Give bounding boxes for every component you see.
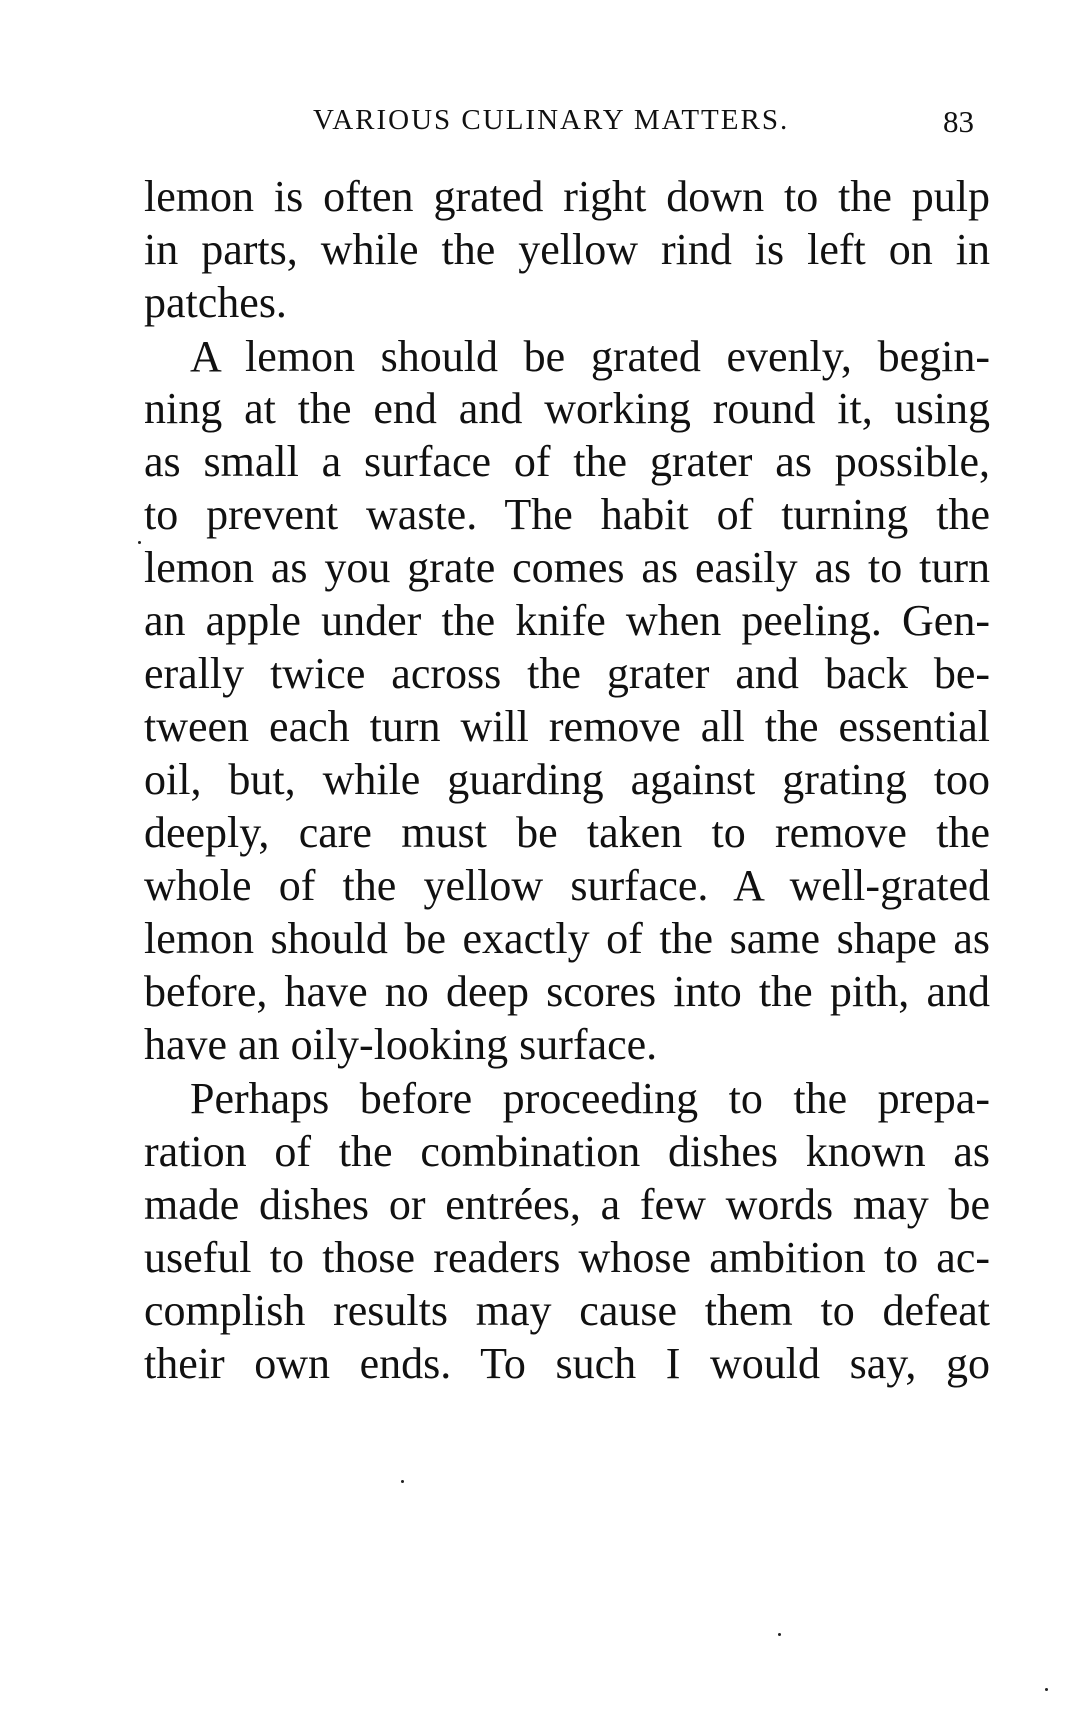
text-line: useful to those readers whose ambition to ac-	[144, 1233, 990, 1282]
text-line: before, have no deep scores into the pith, and	[144, 967, 990, 1016]
text-line: erally twice across the grater and back be-	[144, 649, 990, 698]
text-line: have an oily-looking surface.	[144, 1020, 658, 1069]
running-head-title: VARIOUS CULINARY MATTERS.	[313, 104, 790, 136]
text-line: oil, but, while guarding against grating too	[144, 755, 990, 804]
ink-speck	[778, 1633, 781, 1636]
text-line: complish results may cause them to defeat	[144, 1286, 990, 1335]
text-line: deeply, care must be taken to remove the	[144, 808, 990, 857]
paragraph-first-line: Perhaps before proceeding to the prepa-	[190, 1074, 990, 1123]
text-line: tween each turn will remove all the essential	[144, 702, 990, 751]
text-line: patches.	[144, 278, 287, 327]
text-line: to prevent waste. The habit of turning the	[144, 490, 990, 539]
text-line: their own ends. To such I would say, go	[144, 1339, 990, 1388]
text-line: in parts, while the yellow rind is left on in	[144, 225, 990, 274]
text-line: an apple under the knife when peeling. Gen-	[144, 596, 990, 645]
text-line: whole of the yellow surface. A well-grated	[144, 861, 990, 910]
text-line: ning at the end and working round it, using	[144, 384, 990, 433]
ink-speck	[138, 541, 141, 544]
paragraph-first-line: A lemon should be grated evenly, begin-	[190, 332, 990, 381]
text-line: made dishes or entrées, a few words may be	[144, 1180, 990, 1229]
text-line: ration of the combination dishes known as	[144, 1127, 990, 1176]
text-line: lemon as you grate comes as easily as to turn	[144, 543, 990, 592]
text-line: lemon is often grated right down to the pulp	[144, 172, 990, 221]
ink-speck	[401, 1480, 404, 1483]
text-line: lemon should be exactly of the same shape as	[144, 914, 990, 963]
page-number: 83	[943, 104, 974, 139]
text-line: as small a surface of the grater as possible,	[144, 437, 990, 486]
ink-speck	[1045, 1688, 1048, 1691]
